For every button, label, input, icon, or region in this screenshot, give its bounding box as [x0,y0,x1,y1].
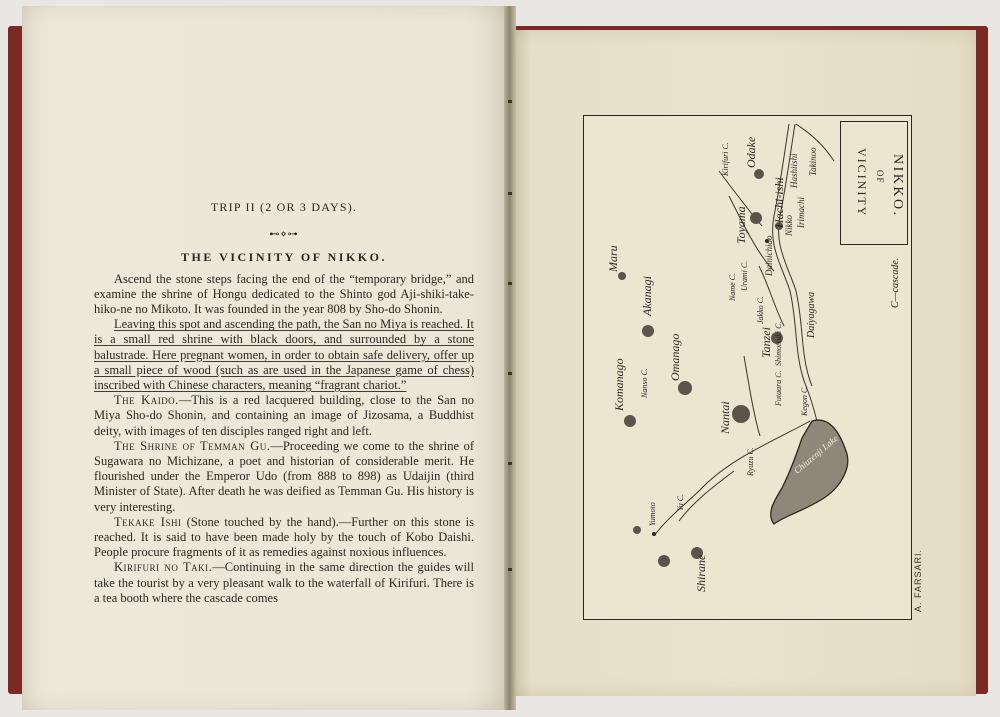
section-title: THE VICINITY OF NIKKO. [181,250,387,265]
binding-stitch [508,282,512,285]
label-kegon: Kegon C. [800,385,809,416]
label-toyama: Toyama [734,206,748,244]
kirifuri-text: —Continuing in the same direction the guides will take the tourist by a very pleasant walk to the waterfall of Kirifuri. There is a tea booth where the cascade comes [94,560,474,605]
map-title-box [840,121,908,245]
label-chiuzenji-lake: Chiuzenji Lake [792,433,840,476]
paragraph-san-no-miya: Leaving this spot and ascending the path, the San no Miya is reached. It is a small red shrine with black doors, and surrounded by a stone balustrade. Here pregnant women, in order to obtain safe delivery, offer up a small piece of wood (such as are used in the Japanese game of chess) inscribed with Chinese characters, meaning “fragrant chariot.” [94,317,474,393]
label-irimachi: Irimachi [796,197,806,228]
guidebook-text [94,200,474,606]
trip-heading: TRIP II (2 OR 3 DAYS). [210,200,358,214]
stream-nanso [744,356,760,436]
binding-stitch [508,462,512,465]
kaido-text: —This is a red lacquered building, close to the San no Miya Sho-do Shonin, and containing an image of Jizosama, a Buddhist deity, with images of ten disciples ranged right and left. [94,393,474,438]
label-yumoto: Yumoto [648,502,657,526]
temman-gu-heading: The Shrine of Temman Gu. [114,438,271,453]
label-tanzei: Tanzei [759,327,773,358]
mountain-toyama [750,212,762,224]
kaido-heading: The Kaido. [114,393,179,408]
label-name-c: Name C. [728,273,737,301]
label-maru: Maru [606,245,620,272]
paragraph-kirifuri [94,560,474,606]
label-dainichido: Dainichido [764,235,774,276]
label-shirane: Shirane [694,554,708,592]
paragraph-hongu: Ascend the stone steps facing the end of the “temporary bridge,” and examine the shrine of Hongu dedicated to the Shinto god Aji-shiki-take-hiko-ne no Mikoto. It was founded in the year 808 by Sho-do Shonin. [94,271,474,317]
mountain-odake [754,169,764,179]
label-yu-c: Yu C. [676,493,685,511]
paragraph-kaido [94,393,474,439]
label-takinoo: Takinoo [808,147,818,176]
mountain-shirane [658,555,670,567]
label-odake: Odake [744,136,758,168]
map-title-nikko: NIKKO. [890,154,905,218]
kirifuri-heading: Kirifuri no Taki. [114,560,213,575]
map-credit: A. FARSARI. [913,548,923,612]
label-shimotsuki: Shimotsuki C. [774,321,783,366]
town-dot [652,532,656,536]
temman-gu-text: —Proceeding we come to the shrine of Sugawara no Michizane, a poet and historian of considerable merit. He flourished under the Emperor Udo (from 888 to 898) as Udaijin (third Minister of State). After death he was deified as Temman Gu. His history is very interesting. [94,438,474,514]
mountain-komanago [624,415,636,427]
binding-stitch [508,568,512,571]
label-jakko: Jakko C. [756,296,765,324]
label-nantai: Nantai [718,401,732,434]
binding-stitch [508,192,512,195]
tekake-ishi-text: (Stone touched by the hand).—Further on this stone is reached. It is said to have been made holy by the touch of Kobo Daishi. People procure fragments of it as remedies against noxious influences. [94,514,474,560]
binding-stitch [508,100,512,103]
label-hachi-ishi: Hachi-ishi [772,177,786,228]
binding-stitch [508,372,512,375]
label-akanagi: Akanagi [640,276,654,316]
mountain-nantai [732,405,750,423]
label-nanso: Nanso C. [640,368,649,398]
label-omanago: Omanago [668,333,682,381]
label-nikko: Nikko [784,215,794,236]
label-komanago: Komanago [612,358,626,411]
book-gutter [504,6,516,710]
mountain-omanago [678,381,692,395]
map-legend: C—cascade. [890,257,901,308]
label-ryuzu: Ryuzu C. [746,447,755,476]
stream-yu [679,471,734,521]
mountain-yumoto-west [633,526,641,534]
label-futaara: Futaara C. [774,370,783,406]
nikko-map [583,115,912,620]
label-urami: Urami C. [740,260,749,291]
paragraph-temman-gu [94,439,474,515]
mountain-maru [618,272,626,280]
mountain-akanagi [642,325,654,337]
tekake-ishi-heading: Tekake Ishi [114,514,182,529]
label-hashiishi: Hashiishi [789,153,799,188]
label-kirifuri: Kirifuri C. [721,142,730,176]
map-title-of: OF [875,170,885,184]
label-daiyagawa: Daiyagawa [806,291,817,338]
paragraph-tekake-ishi [94,515,474,561]
ornament-divider: ⊷⋄⊶ [269,229,299,241]
map-title-vicinity: VICINITY [855,148,869,218]
